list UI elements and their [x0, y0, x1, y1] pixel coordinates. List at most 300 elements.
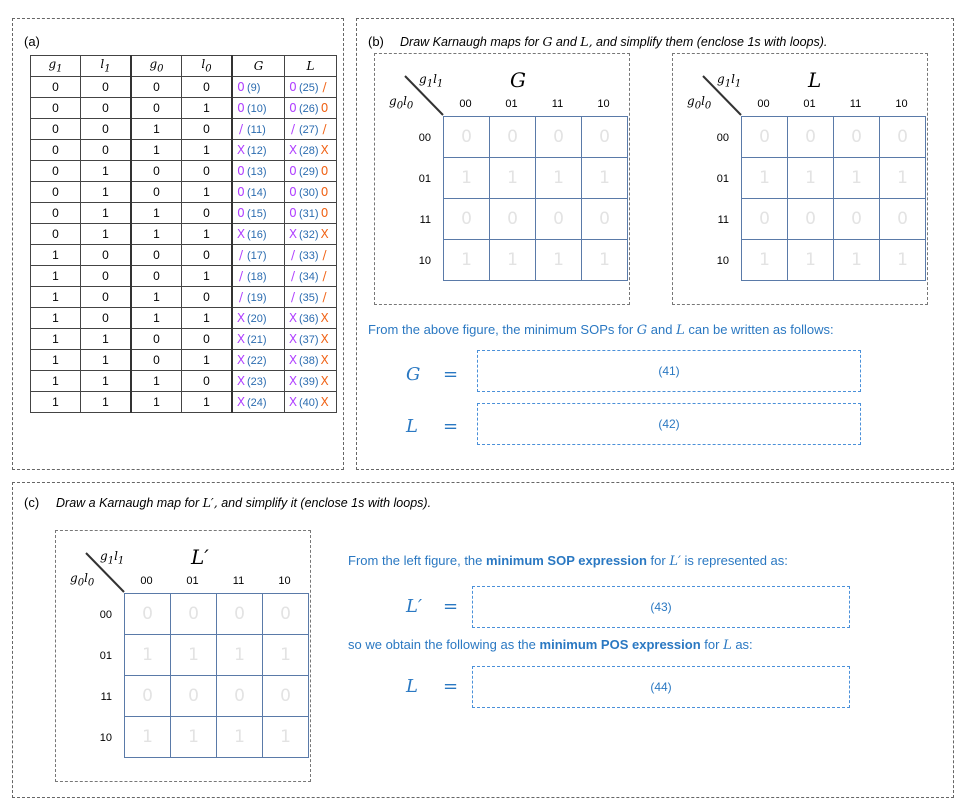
panel-c-sentence-1: From the left figure, the minimum SOP expression for L′ is represented as:	[348, 553, 788, 569]
eq41-lhs: G	[406, 364, 421, 385]
kmap-g-cell[interactable]: 1	[490, 240, 536, 281]
kmap-g-cell[interactable]: 0	[490, 199, 536, 240]
g-handwritten-mark: X	[236, 395, 246, 409]
cell-L[interactable]	[285, 350, 337, 371]
cell-l0: 0	[182, 119, 233, 140]
cell-g1: 1	[31, 350, 81, 371]
cell-g1: 0	[31, 161, 81, 182]
kmap-g-col-label: 00	[459, 98, 472, 110]
cell-G[interactable]	[232, 182, 285, 203]
l-blank-number: (29)	[299, 166, 319, 178]
kmap-l-cell[interactable]: 1	[880, 158, 926, 199]
g-handwritten-mark: /	[238, 248, 244, 262]
answer-box-41[interactable]	[477, 350, 861, 392]
l-blank-number: (30)	[299, 187, 319, 199]
cell-l1: 0	[81, 287, 132, 308]
cell-G[interactable]	[232, 224, 285, 245]
cell-l1: 1	[81, 329, 132, 350]
cell-g0: 1	[131, 140, 182, 161]
kmap-l-prime-cell[interactable]: 1	[125, 717, 171, 758]
kmap-l-col-label: 01	[803, 98, 816, 110]
panel-a-label: (a)	[24, 34, 40, 49]
g-handwritten-mark: X	[236, 143, 246, 157]
cell-g0: 1	[131, 308, 182, 329]
l-handwritten-mark-purple: 0	[289, 185, 297, 199]
answer-box-42[interactable]	[477, 403, 861, 445]
g-blank-number: (12)	[247, 145, 267, 157]
g-handwritten-mark: X	[236, 311, 246, 325]
eq41-sign: =	[443, 364, 459, 385]
table-row	[31, 77, 337, 98]
cell-g1: 0	[31, 224, 81, 245]
cell-g1: 1	[31, 308, 81, 329]
l-handwritten-mark-purple: 0	[289, 206, 297, 220]
table-row	[31, 392, 337, 413]
header-g0: $g_0$	[131, 56, 182, 77]
kmap-l-prime-cell[interactable]: 1	[125, 635, 171, 676]
cell-g1: 1	[31, 245, 81, 266]
cell-g0: 0	[131, 182, 182, 203]
cell-g0: 0	[131, 266, 182, 287]
cell-L[interactable]	[285, 140, 337, 161]
cell-l1: 1	[81, 392, 132, 413]
l-handwritten-mark-purple: X	[288, 227, 298, 241]
cell-G[interactable]	[232, 287, 285, 308]
l-handwritten-mark-purple: 0	[289, 80, 297, 94]
kmap-l-row-label: 00	[716, 132, 729, 144]
kmap-l-prime-grid	[124, 593, 309, 758]
kmap-g-cell[interactable]: 0	[582, 117, 628, 158]
header-g1: $g_1$	[31, 56, 81, 77]
kmap-l-cell[interactable]: 1	[788, 158, 834, 199]
cell-g0: 1	[131, 287, 182, 308]
kmap-g-cell[interactable]: 0	[582, 199, 628, 240]
kmap-g-grid	[443, 116, 628, 281]
cell-L[interactable]	[285, 308, 337, 329]
kmap-g-cell[interactable]: 1	[582, 240, 628, 281]
kmap-l-cell[interactable]: 1	[742, 158, 788, 199]
cell-g0: 1	[131, 203, 182, 224]
l-handwritten-mark-orange: X	[320, 143, 329, 157]
kmap-l-prime-cell[interactable]: 1	[263, 635, 309, 676]
cell-l0: 1	[182, 392, 233, 413]
kmap-g-row-label: 10	[418, 255, 431, 267]
l-handwritten-mark-orange: /	[322, 290, 327, 304]
table-row	[31, 329, 337, 350]
kmap-l-prime-row-label: 10	[99, 732, 112, 744]
kmap-l-row-label: 10	[716, 255, 729, 267]
kmap-l-prime-cell[interactable]: 0	[217, 594, 263, 635]
cell-l1: 0	[81, 308, 132, 329]
kmap-l-cell[interactable]: 1	[834, 158, 880, 199]
table-row	[31, 224, 337, 245]
l-blank-number: (38)	[299, 355, 319, 367]
kmap-g-cell[interactable]: 1	[444, 240, 490, 281]
cell-G[interactable]	[232, 119, 285, 140]
cell-L[interactable]	[285, 224, 337, 245]
cell-l1: 1	[81, 161, 132, 182]
cell-G[interactable]	[232, 371, 285, 392]
cell-L[interactable]	[285, 329, 337, 350]
l-handwritten-mark-purple: 0	[289, 164, 297, 178]
cell-g0: 0	[131, 161, 182, 182]
g-handwritten-mark: 0	[237, 80, 245, 94]
panel-b-label: (b)	[368, 34, 384, 49]
kmap-l-cell[interactable]: 0	[788, 199, 834, 240]
kmap-g-cell[interactable]: 0	[444, 199, 490, 240]
cell-g0: 0	[131, 98, 182, 119]
answer-box-44-label: (44)	[650, 680, 672, 694]
g-blank-number: (15)	[247, 208, 267, 220]
kmap-g-col-label: 01	[505, 98, 518, 110]
kmap-l-prime-cell[interactable]: 0	[263, 594, 309, 635]
kmap-g-cell[interactable]: 0	[536, 117, 582, 158]
l-handwritten-mark-orange: 0	[320, 164, 329, 178]
kmap-l-prime	[55, 530, 311, 782]
cell-G[interactable]	[232, 203, 285, 224]
table-row	[31, 140, 337, 161]
cell-g1: 1	[31, 371, 81, 392]
kmap-l-prime-cell[interactable]: 1	[171, 635, 217, 676]
l-handwritten-mark-purple: X	[288, 353, 298, 367]
kmap-l-prime-cell[interactable]: 1	[217, 635, 263, 676]
cell-g0: 1	[131, 392, 182, 413]
kmap-l-row-label: 01	[716, 173, 729, 185]
header-L: L	[285, 56, 337, 77]
kmap-l-prime-cell[interactable]: 0	[217, 676, 263, 717]
table-row	[31, 245, 337, 266]
cell-g1: 1	[31, 266, 81, 287]
table-row	[31, 98, 337, 119]
cell-g1: 0	[31, 182, 81, 203]
kmap-l-cell[interactable]: 1	[788, 240, 834, 281]
g-handwritten-mark: 0	[237, 101, 245, 115]
header-l0: $l_0$	[182, 56, 233, 77]
l-handwritten-mark-purple: /	[290, 122, 296, 136]
cell-G[interactable]	[232, 98, 285, 119]
l-handwritten-mark-orange: /	[322, 269, 327, 283]
eq44-sign: =	[443, 676, 459, 697]
answer-box-42-label: (42)	[658, 417, 680, 431]
l-handwritten-mark-purple: X	[288, 374, 298, 388]
kmap-l-cell[interactable]: 1	[742, 240, 788, 281]
l-handwritten-mark-orange: 0	[320, 185, 329, 199]
cell-g1: 0	[31, 203, 81, 224]
l-blank-number: (26)	[299, 103, 319, 115]
kmap-l-prime-col-vars: $g_1l_1$	[100, 549, 125, 567]
answer-box-43-label: (43)	[650, 600, 672, 614]
cell-L[interactable]	[285, 98, 337, 119]
panel-c-sentence-2: so we obtain the following as the minimum POS expression for L as:	[348, 637, 753, 653]
l-blank-number: (33)	[299, 250, 319, 262]
g-handwritten-mark: /	[238, 290, 244, 304]
header-l1: $l_1$	[81, 56, 132, 77]
cell-l1: 1	[81, 182, 132, 203]
kmap-l-grid-row	[742, 117, 926, 158]
kmap-l-col-label: 00	[757, 98, 770, 110]
l-handwritten-mark-purple: X	[288, 395, 298, 409]
kmap-l-grid-row	[742, 158, 926, 199]
table-row	[31, 203, 337, 224]
cell-G[interactable]	[232, 245, 285, 266]
kmap-g-cell[interactable]: 1	[536, 158, 582, 199]
kmap-l-prime-grid-row	[125, 635, 309, 676]
kmap-l-prime-cell[interactable]: 1	[263, 717, 309, 758]
kmap-l-prime-col-label: 01	[186, 575, 199, 587]
cell-l1: 0	[81, 119, 132, 140]
cell-g0: 0	[131, 329, 182, 350]
cell-L[interactable]	[285, 119, 337, 140]
eq43-lhs: L′	[406, 596, 423, 617]
kmap-l-grid	[741, 116, 926, 281]
cell-g0: 0	[131, 245, 182, 266]
eq44-lhs: L	[406, 676, 418, 697]
kmap-l-prime-col-label: 00	[140, 575, 153, 587]
g-blank-number: (9)	[247, 82, 261, 94]
cell-L[interactable]	[285, 182, 337, 203]
kmap-l-prime-grid-row	[125, 676, 309, 717]
l-handwritten-mark-purple: /	[290, 269, 296, 283]
kmap-g-row-label: 01	[418, 173, 431, 185]
cell-G[interactable]	[232, 161, 285, 182]
g-handwritten-mark: X	[236, 332, 246, 346]
kmap-l-prime-cell[interactable]: 0	[171, 676, 217, 717]
header-G: G	[232, 56, 285, 77]
cell-l1: 1	[81, 203, 132, 224]
kmap-l-col-label: 11	[849, 98, 862, 110]
l-blank-number: (34)	[299, 271, 319, 283]
kmap-l-row-label: 11	[717, 214, 729, 226]
kmap-l-col-label: 10	[895, 98, 908, 110]
kmap-l-cell[interactable]: 1	[880, 240, 926, 281]
g-blank-number: (21)	[247, 334, 267, 346]
cell-l0: 1	[182, 308, 233, 329]
truth-table	[30, 55, 337, 413]
table-row	[31, 371, 337, 392]
g-blank-number: (10)	[247, 103, 267, 115]
cell-L[interactable]	[285, 77, 337, 98]
kmap-l-cell[interactable]: 0	[834, 199, 880, 240]
g-blank-number: (22)	[247, 355, 267, 367]
cell-G[interactable]	[232, 266, 285, 287]
g-blank-number: (20)	[247, 313, 267, 325]
answer-box-41-label: (41)	[658, 364, 680, 378]
cell-L[interactable]	[285, 203, 337, 224]
panel-c-instruction: Draw a Karnaugh map for L′, and simplify it (enclose 1s with loops).	[56, 495, 432, 510]
table-row	[31, 161, 337, 182]
kmap-g-col-label: 10	[597, 98, 610, 110]
cell-g0: 0	[131, 350, 182, 371]
cell-g1: 0	[31, 98, 81, 119]
kmap-g-cell[interactable]: 0	[444, 117, 490, 158]
l-blank-number: (31)	[299, 208, 319, 220]
cell-l1: 1	[81, 224, 132, 245]
cell-l0: 0	[182, 161, 233, 182]
kmap-l-prime-cell[interactable]: 0	[125, 594, 171, 635]
panel-c-label: (c)	[24, 495, 40, 510]
cell-l1: 0	[81, 140, 132, 161]
l-blank-number: (40)	[299, 397, 319, 409]
eq42-sign: =	[443, 416, 459, 437]
cell-l0: 1	[182, 350, 233, 371]
cell-L[interactable]	[285, 371, 337, 392]
cell-l1: 0	[81, 77, 132, 98]
cell-l1: 0	[81, 98, 132, 119]
g-handwritten-mark: 0	[237, 185, 245, 199]
kmap-g-cell[interactable]: 1	[536, 240, 582, 281]
l-handwritten-mark-purple: X	[288, 143, 298, 157]
l-blank-number: (28)	[299, 145, 319, 157]
cell-g1: 1	[31, 287, 81, 308]
kmap-l-row-vars: $g_0l_0$	[687, 94, 712, 112]
l-blank-number: (25)	[299, 82, 319, 94]
kmap-l-prime-grid-row	[125, 594, 309, 635]
kmap-l-cell[interactable]: 0	[742, 117, 788, 158]
kmap-l-prime-row-label: 11	[100, 691, 112, 703]
cell-g0: 1	[131, 119, 182, 140]
cell-l0: 1	[182, 266, 233, 287]
cell-g1: 1	[31, 329, 81, 350]
cell-l1: 1	[81, 371, 132, 392]
kmap-g-cell[interactable]: 1	[490, 158, 536, 199]
truth-table-header	[31, 56, 337, 77]
kmap-g-cell[interactable]: 0	[490, 117, 536, 158]
g-handwritten-mark: /	[238, 122, 244, 136]
panel-b-instruction: Draw Karnaugh maps for G and L, and simplify them (enclose 1s with loops).	[400, 34, 828, 49]
l-handwritten-mark-purple: /	[290, 290, 296, 304]
l-handwritten-mark-purple: 0	[289, 101, 297, 115]
kmap-l-cell[interactable]: 0	[742, 199, 788, 240]
cell-l0: 1	[182, 182, 233, 203]
g-handwritten-mark: 0	[237, 164, 245, 178]
cell-l0: 0	[182, 329, 233, 350]
cell-l0: 1	[182, 140, 233, 161]
panel-b-sentence: From the above figure, the minimum SOPs for G and L can be written as follows:	[368, 322, 834, 338]
kmap-l-cell[interactable]: 0	[788, 117, 834, 158]
kmap-g-grid-row	[444, 240, 628, 281]
kmap-l-prime-row-label: 01	[99, 650, 112, 662]
l-blank-number: (36)	[299, 313, 319, 325]
cell-l1: 0	[81, 245, 132, 266]
kmap-l-cell[interactable]: 0	[880, 199, 926, 240]
cell-G[interactable]	[232, 308, 285, 329]
kmap-l-prime-cell[interactable]: 1	[171, 717, 217, 758]
kmap-g-cell[interactable]: 1	[582, 158, 628, 199]
kmap-l-prime-cell[interactable]: 1	[217, 717, 263, 758]
l-handwritten-mark-orange: 0	[320, 101, 329, 115]
l-handwritten-mark-orange: /	[322, 122, 327, 136]
l-blank-number: (32)	[299, 229, 319, 241]
g-blank-number: (24)	[247, 397, 267, 409]
kmap-l-prime-grid-row	[125, 717, 309, 758]
l-handwritten-mark-orange: 0	[320, 206, 329, 220]
l-handwritten-mark-orange: X	[320, 353, 329, 367]
kmap-l-prime-cell[interactable]: 0	[263, 676, 309, 717]
kmap-g-col-vars: $g_1l_1$	[419, 72, 444, 90]
kmap-l-prime-col-label: 11	[232, 575, 245, 587]
kmap-l-cell[interactable]: 0	[834, 117, 880, 158]
cell-G[interactable]	[232, 329, 285, 350]
l-blank-number: (39)	[299, 376, 319, 388]
kmap-l-prime-title: L′	[191, 545, 209, 569]
cell-G[interactable]	[232, 350, 285, 371]
kmap-l-prime-cell[interactable]: 0	[171, 594, 217, 635]
cell-l0: 1	[182, 98, 233, 119]
g-handwritten-mark: X	[236, 374, 246, 388]
kmap-l-cell[interactable]: 0	[880, 117, 926, 158]
kmap-g-cell[interactable]: 1	[444, 158, 490, 199]
cell-g1: 0	[31, 140, 81, 161]
kmap-g-col-label: 11	[551, 98, 564, 110]
cell-l0: 0	[182, 77, 233, 98]
kmap-g	[374, 53, 630, 305]
l-handwritten-mark-orange: /	[322, 80, 327, 94]
cell-L[interactable]	[285, 392, 337, 413]
l-handwritten-mark-purple: X	[288, 311, 298, 325]
kmap-g-cell[interactable]: 0	[536, 199, 582, 240]
g-handwritten-mark: X	[236, 353, 246, 367]
cell-G[interactable]	[232, 392, 285, 413]
cell-L[interactable]	[285, 266, 337, 287]
kmap-l-prime-cell[interactable]: 0	[125, 676, 171, 717]
kmap-l-prime-row-label: 00	[99, 609, 112, 621]
kmap-l-prime-row-vars: $g_0l_0$	[70, 571, 95, 589]
cell-g1: 0	[31, 119, 81, 140]
kmap-l-prime-col-label: 10	[278, 575, 291, 587]
g-blank-number: (18)	[247, 271, 267, 283]
kmap-l-cell[interactable]: 1	[834, 240, 880, 281]
cell-g0: 0	[131, 77, 182, 98]
eq42-lhs: L	[406, 416, 418, 437]
cell-L[interactable]	[285, 245, 337, 266]
kmap-g-row-label: 11	[419, 214, 431, 226]
g-handwritten-mark: /	[238, 269, 244, 283]
l-handwritten-mark-orange: /	[322, 248, 327, 262]
table-row	[31, 350, 337, 371]
kmap-g-row-vars: $g_0l_0$	[389, 94, 414, 112]
kmap-g-row-label: 00	[418, 132, 431, 144]
cell-g1: 1	[31, 392, 81, 413]
eq43-sign: =	[443, 596, 459, 617]
cell-G[interactable]	[232, 77, 285, 98]
l-blank-number: (27)	[299, 124, 319, 136]
cell-g0: 1	[131, 371, 182, 392]
cell-l0: 0	[182, 287, 233, 308]
g-blank-number: (19)	[247, 292, 267, 304]
kmap-g-title: G	[510, 68, 526, 92]
l-handwritten-mark-orange: X	[320, 395, 329, 409]
kmap-l-grid-row	[742, 199, 926, 240]
cell-G[interactable]	[232, 140, 285, 161]
answer-box-43[interactable]	[472, 586, 850, 628]
l-handwritten-mark-purple: /	[290, 248, 296, 262]
cell-g1: 0	[31, 77, 81, 98]
kmap-l-title: L	[808, 68, 822, 92]
table-row	[31, 266, 337, 287]
g-handwritten-mark: 0	[237, 206, 245, 220]
answer-box-44[interactable]	[472, 666, 850, 708]
l-blank-number: (37)	[299, 334, 319, 346]
cell-l0: 0	[182, 245, 233, 266]
cell-L[interactable]	[285, 161, 337, 182]
cell-L[interactable]	[285, 287, 337, 308]
kmap-l-col-vars: $g_1l_1$	[717, 72, 742, 90]
kmap-g-grid-row	[444, 199, 628, 240]
cell-g0: 1	[131, 224, 182, 245]
g-blank-number: (16)	[247, 229, 267, 241]
cell-l0: 0	[182, 371, 233, 392]
g-blank-number: (23)	[247, 376, 267, 388]
